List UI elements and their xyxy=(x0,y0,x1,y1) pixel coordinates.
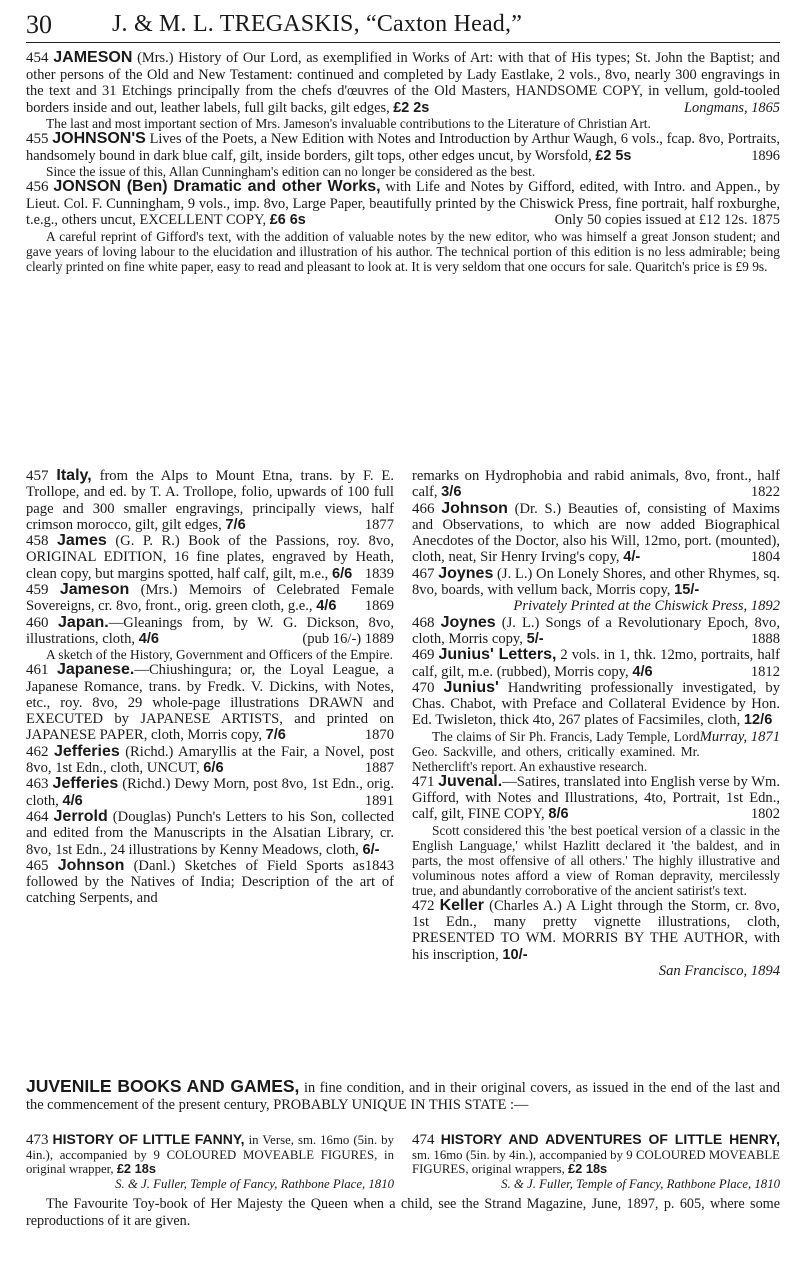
catalogue-entry: 459 Jameson (Mrs.) Memoirs of Celebrated Female Sovereigns, cr. 8vo, front., orig. green cloth, g.e., 4/6 1869 xyxy=(26,581,394,615)
catalogue-entry: 454 JAMESON (Mrs.) History of Our Lord, as exemplified in Works of Art: with that of His types; St. John the Baptist; and other persons of the Old and New Testament: continued and completed by Lady Eastlake, 2 vols., 8vo, nearly 300 engravings in the text and 31 Etchings principally from the chefs d'œuvres of the Old Masters, HANDSOME COPY, in vellum, gold-tooled borders inside and out, leather labels, full gilt backs, gilt edges, £2 2s Longmans, 1865 xyxy=(26,49,780,116)
running-title: J. & M. L. TREGASKIS, “Caxton Head,” xyxy=(112,11,523,37)
catalogue-entry: 473 HISTORY OF LITTLE FANNY, in Verse, sm. 16mo (5in. by 4in.), accompanied by 9 COLOURED MOVEABLE FIGURES, in original wrapper, £2 18s xyxy=(26,1131,394,1176)
entry-imprint: S. & J. Fuller, Temple of Fancy, Rathbone Place, 1810 xyxy=(501,1176,780,1191)
catalogue-entry: 462 Jefferies (Richd.) Amaryllis at the Fair, a Novel, post 8vo, 1st Edn., cloth, UNCUT, 6/6 1887 xyxy=(26,742,395,777)
right-column xyxy=(412,468,780,979)
section-intro: JUVENILE BOOKS AND GAMES, in fine condition, and in their original covers, as issued in the end of the last and the commencement of the present century, PROBABLY UNIQUE IN THIS STATE :— xyxy=(26,1076,780,1113)
entry-note: Since the issue of this, Allan Cunningham's edition can no longer be considered as the best. xyxy=(46,164,536,179)
catalogue-entry: 464 Jerrold (Douglas) Punch's Letters to his Son, collected and edited from the Manuscripts in the Alsatian Library, cr. 8vo, 1st Edn., 24 illustrations by Kenny Meadows, cloth, 6/- 1843 xyxy=(26,807,394,874)
header-rule xyxy=(26,42,780,43)
juvenile-entry-left xyxy=(26,1132,394,1191)
catalogue-entry: 465 Johnson (Danl.) Sketches of Field Sports as followed by the Natives of India; Description of the art of catching Serpents, and xyxy=(26,856,394,907)
entry-note: Scott considered this 'the best poetical version of a classic in the English Language,' whilst Hazlitt declared it 'the baldest, and in parts, the most offensive of all others.' The highly illustrative and voluminous notes afford a view of Roman depravity, mercilessly true, and abundantly corroborative of the ancient satirist's text. xyxy=(412,822,780,898)
left-column xyxy=(26,468,394,907)
entry-imprint: San Francisco, 1894 xyxy=(658,962,780,979)
catalogue-entry: 467 Joynes (J. L.) On Lonely Shores, and other Rhymes, sq. 8vo, boards, with vellum back, Morris copy, 15/- xyxy=(412,564,780,599)
catalogue-entry: 466 Johnson (Dr. S.) Beauties of, consisting of Maxims and Observations, to which are now added Biographical Anecdotes of the Doctor, also his Will, 12mo, port. (mounted), cloth, neat, Sir Henry Irving's copy, 4/- 1804 xyxy=(412,499,780,566)
catalogue-entry: 474 HISTORY AND ADVENTURES OF LITTLE HENRY, sm. 16mo (5in. by 4in.), accompanied by 9 COLOURED MOVEABLE FIGURES, original wrappers, £2 18s xyxy=(412,1131,780,1176)
catalogue-entry: 461 Japanese.—Chiushingura; or, the Loyal League, a Japanese Romance, trans. by Fredk. V. Dickins, with Notes, etc., roy. 8vo, 29 whole-page illustrations DRAWN and EXECUTED by JAPANESE ARTISTS, and printed on JAPANESE PAPER, cloth, Morris copy, 7/6 1870 xyxy=(26,661,395,744)
catalogue-entry: 470 Junius' Handwriting professionally investigated, by Chas. Chabot, with Preface and Collateral Evidence by Hon. Ed. Twisleton, thick 4to, 267 plates of Facsimiles, cloth, 12/6 Murray, 1871 xyxy=(412,678,780,745)
juvenile-section xyxy=(26,1078,780,1113)
entry-note: A sketch of the History, Government and Officers of the Empire. xyxy=(46,647,393,663)
entry-note: The claims of Sir Ph. Francis, Lady Temple, Lord Geo. Sackville, and others, critically examined. Mr. Netherclift's report. An exhaustive research. xyxy=(412,728,700,774)
full-width-entries xyxy=(26,50,780,274)
catalogue-entry: remarks on Hydrophobia and rabid animals, 8vo, front., half calf, 3/6 1822 xyxy=(412,468,780,501)
entry-imprint: Privately Printed at the Chiswick Press, 1892 xyxy=(513,598,780,615)
catalogue-entry: 463 Jefferies (Richd.) Dewy Morn, post 8vo, 1st Edn., orig. cloth, 4/6 1891 xyxy=(26,775,394,809)
footer-note: The Favourite Toy-book of Her Majesty the Queen when a child, see the Strand Magazine, June, 1897, p. 605, where some reproductions of it are given. xyxy=(26,1196,780,1229)
section-heading: JUVENILE BOOKS AND GAMES, xyxy=(26,1076,300,1096)
entry-note: A careful reprint of Gifford's text, with the addition of valuable notes by the new editor, who was himself a great Jonson student; and gave years of loving labour to the elucidation and illustration of his author. The technical portion of this edition is no less admirable; being clearly printed on fine white paper, easy to read and pleasant to look at. It is very seldom that one occurs for sale. Quaritch's price is £9 9s. xyxy=(26,228,780,274)
catalogue-entry: 455 JOHNSON'S Lives of the Poets, a New Edition with Notes and Introduction by Arthur Waugh, 6 vols., fcap. 8vo, Portraits, handsomely bound in dark blue calf, gilt, inside borders, gilt tops, other edges uncut, by Worsfold, £2 5s 1896 xyxy=(26,130,780,164)
entry-imprint: S. & J. Fuller, Temple of Fancy, Rathbone Place, 1810 xyxy=(115,1176,394,1191)
catalogue-entry: 468 Joynes (J. L.) Songs of a Revolutionary Epoch, 8vo, cloth, Morris copy, 5/- 1888 xyxy=(412,613,780,647)
page-number: 30 xyxy=(26,10,52,39)
catalogue-entry: 457 Italy, from the Alps to Mount Etna, trans. by F. E. Trollope, and ed. by T. A. Trollope, folio, upwards of 100 full page and 300 smaller engravings, principally views, half crimson morocco, gilt, gilt edges, 7/6 1877 xyxy=(26,467,394,533)
catalogue-entry: 469 Junius' Letters, 2 vols. in 1, thk. 12mo, portraits, half calf, gilt, m.e. (rubbed), Morris copy, 4/6 1812 xyxy=(412,646,781,680)
catalogue-entry: 460 Japan.—Gleanings from, by W. G. Dickson, 8vo, illustrations, cloth, 4/6 (pub 16/-) 1889 xyxy=(26,613,394,647)
entry-note: The last and most important section of Mrs. Jameson's invaluable contributions to the Literature of Christian Art. xyxy=(46,116,651,131)
page-header xyxy=(26,10,786,40)
catalogue-entry: 472 Keller (Charles A.) A Light through the Storm, cr. 8vo, 1st Edn., many pretty vignette illustrations, cloth, PRESENTED TO WM. MORRIS BY THE AUTHOR, with his inscription, 10/- xyxy=(412,896,780,963)
catalogue-entry: 471 Juvenal.—Satires, translated into English verse by Wm. Gifford, with Notes and Illustrations, 4to, Portrait, 1st Edn., calf, gilt, FINE COPY, 8/6 1802 xyxy=(412,772,780,823)
juvenile-entry-right xyxy=(412,1132,780,1191)
catalogue-entry: 456 JONSON (Ben) Dramatic and other Works, with Life and Notes by Gifford, edited, with Intro. and Appen., by Lieut. Col. F. Cunningham, 9 vols., imp. 8vo, Large Paper, beautifully printed by the Chiswick Press, fine portrait, half roxburghe, t.e.g., others uncut, EXCELLENT COPY, £6 6s Only 50 copies issued at £12 12s. 1875 xyxy=(26,178,781,228)
catalogue-entry: 458 James (G. P. R.) Book of the Passions, roy. 8vo, ORIGINAL EDITION, 16 fine plates, engraved by Heath, clean copy, but margins spotted, half calf, gilt, m.e., 6/6 1839 xyxy=(26,532,394,582)
